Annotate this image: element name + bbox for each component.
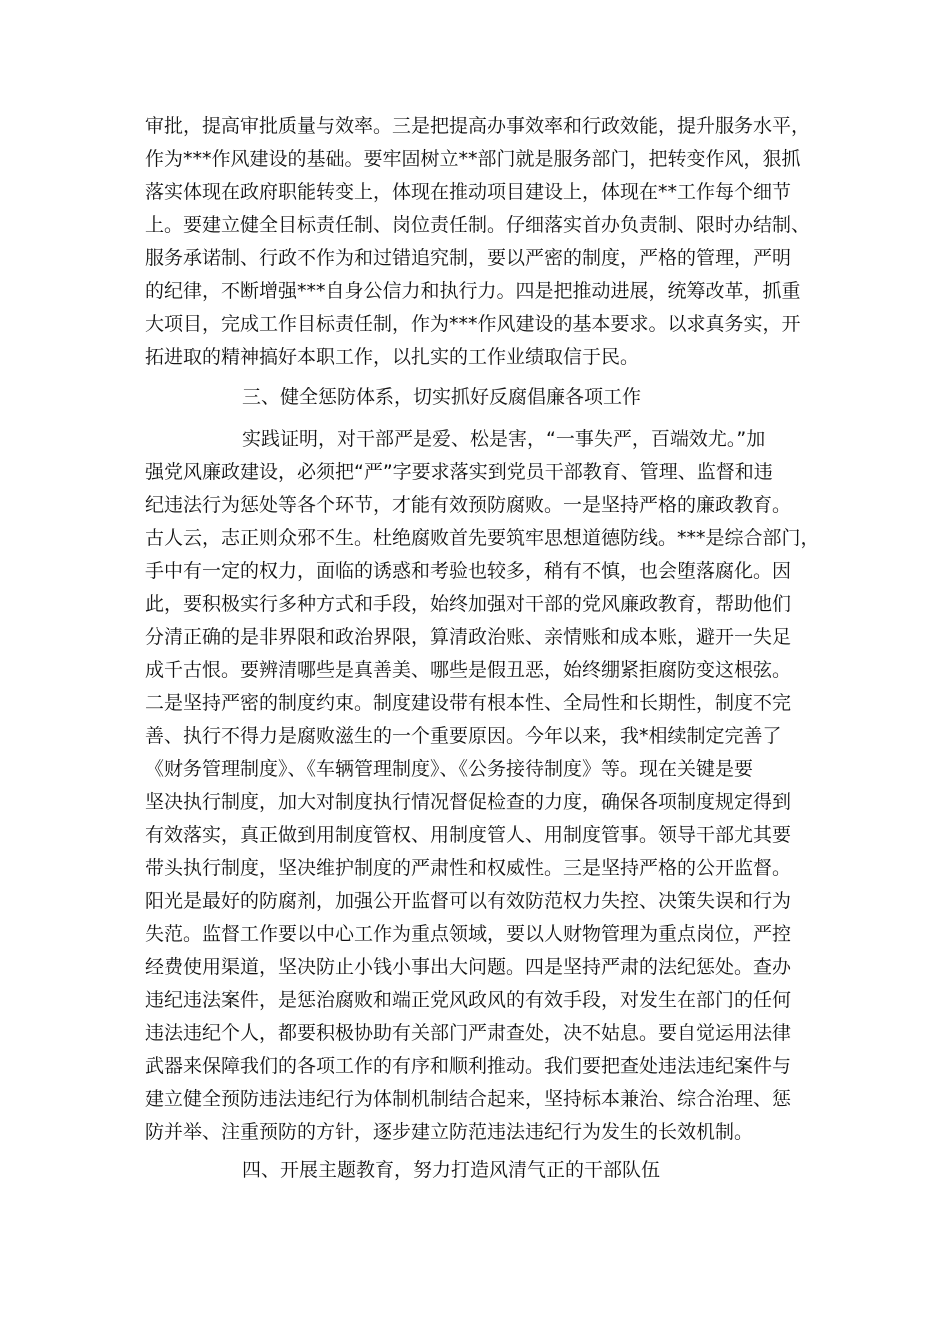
text-line: 经费使用渠道，坚决防止小钱小事出大问题。四是坚持严肃的法纪惩处。查办 [145, 956, 792, 978]
text-line: 失范。监督工作要以中心工作为重点领域，要以人财物管理为重点岗位，严控 [145, 923, 792, 945]
text-line: 的纪律，不断增强***自身公信力和执行力。四是把推动进展，统筹改革，抓重 [145, 280, 801, 302]
text-line: 《财务管理制度》、《车辆管理制度》、《公务接待制度》等。现在关键是要 [145, 758, 754, 780]
text-line: 分清正确的是非界限和政治界限，算清政治账、亲情账和成本账，避开一失足 [145, 626, 792, 648]
text-line: 违法违纪个人，都要积极协助有关部门严肃查处，决不姑息。要自觉运用法律 [145, 1022, 792, 1044]
text-line: 服务承诺制、行政不作为和过错追究制，要以严密的制度，严格的管理，严明 [145, 247, 792, 269]
text-line: 阳光是最好的防腐剂，加强公开监督可以有效防范权力失控、决策失误和行为 [145, 890, 792, 912]
text-line: 审批，提高审批质量与效率。三是把提高办事效率和行政效能，提升服务水平， [145, 115, 811, 137]
text-line: 强党风廉政建设，必须把“严”字要求落实到党员干部教育、管理、监督和违 [145, 461, 773, 483]
text-line: 防并举、注重预防的方针，逐步建立防范违法违纪行为发生的长效机制。 [145, 1121, 754, 1143]
text-line: 善、执行不得力是腐败滋生的一个重要原因。今年以来，我*相续制定完善了 [145, 725, 782, 747]
text-line: 有效落实，真正做到用制度管权、用制度管人、用制度管事。领导干部尤其要 [145, 824, 792, 846]
text-line: 手中有一定的权力，面临的诱惑和考验也较多，稍有不慎，也会堕落腐化。因 [145, 560, 792, 582]
text-line: 大项目，完成工作目标责任制，作为***作风建设的基本要求。以求真务实，开 [145, 313, 801, 335]
section-heading-4: 四、开展主题教育，努力打造风清气正的干部队伍 [242, 1159, 661, 1181]
text-line: 实践证明，对干部严是爱、松是害，“一事失严，百端效尤。”加 [242, 428, 766, 450]
section-heading-3: 三、健全惩防体系，切实抓好反腐倡廉各项工作 [242, 386, 642, 408]
text-line: 成千古恨。要辨清哪些是真善美、哪些是假丑恶，始终绷紧拒腐防变这根弦。 [145, 659, 792, 681]
text-line: 古人云，志正则众邪不生。杜绝腐败首先要筑牢思想道德防线。***是综合部门， [145, 527, 820, 549]
text-line: 此，要积极实行多种方式和手段，始终加强对干部的党风廉政教育，帮助他们 [145, 593, 792, 615]
text-line: 上。要建立健全目标责任制、岗位责任制。仔细落实首办负责制、限时办结制、 [145, 214, 811, 236]
text-line: 纪违法行为惩处等各个环节，才能有效预防腐败。一是坚持严格的廉政教育。 [145, 494, 792, 516]
text-line: 违纪违法案件，是惩治腐败和端正党风政风的有效手段，对发生在部门的任何 [145, 989, 792, 1011]
text-line: 坚决执行制度，加大对制度执行情况督促检查的力度，确保各项制度规定得到 [145, 791, 792, 813]
text-line: 拓进取的精神搞好本职工作，以扎实的工作业绩取信于民。 [145, 346, 640, 368]
text-line: 落实体现在政府职能转变上，体现在推动项目建设上，体现在**工作每个细节 [145, 181, 792, 203]
text-line: 作为***作风建设的基础。要牢固树立**部门就是服务部门，把转变作风，狠抓 [145, 148, 801, 170]
text-line: 带头执行制度，坚决维护制度的严肃性和权威性。三是坚持严格的公开监督。 [145, 857, 792, 879]
text-line: 武器来保障我们的各项工作的有序和顺利推动。我们要把查处违法违纪案件与 [145, 1055, 792, 1077]
text-line: 建立健全预防违法违纪行为体制机制结合起来，坚持标本兼治、综合治理、惩 [145, 1088, 792, 1110]
text-line: 二是坚持严密的制度约束。制度建设带有根本性、全局性和长期性，制度不完 [145, 692, 792, 714]
